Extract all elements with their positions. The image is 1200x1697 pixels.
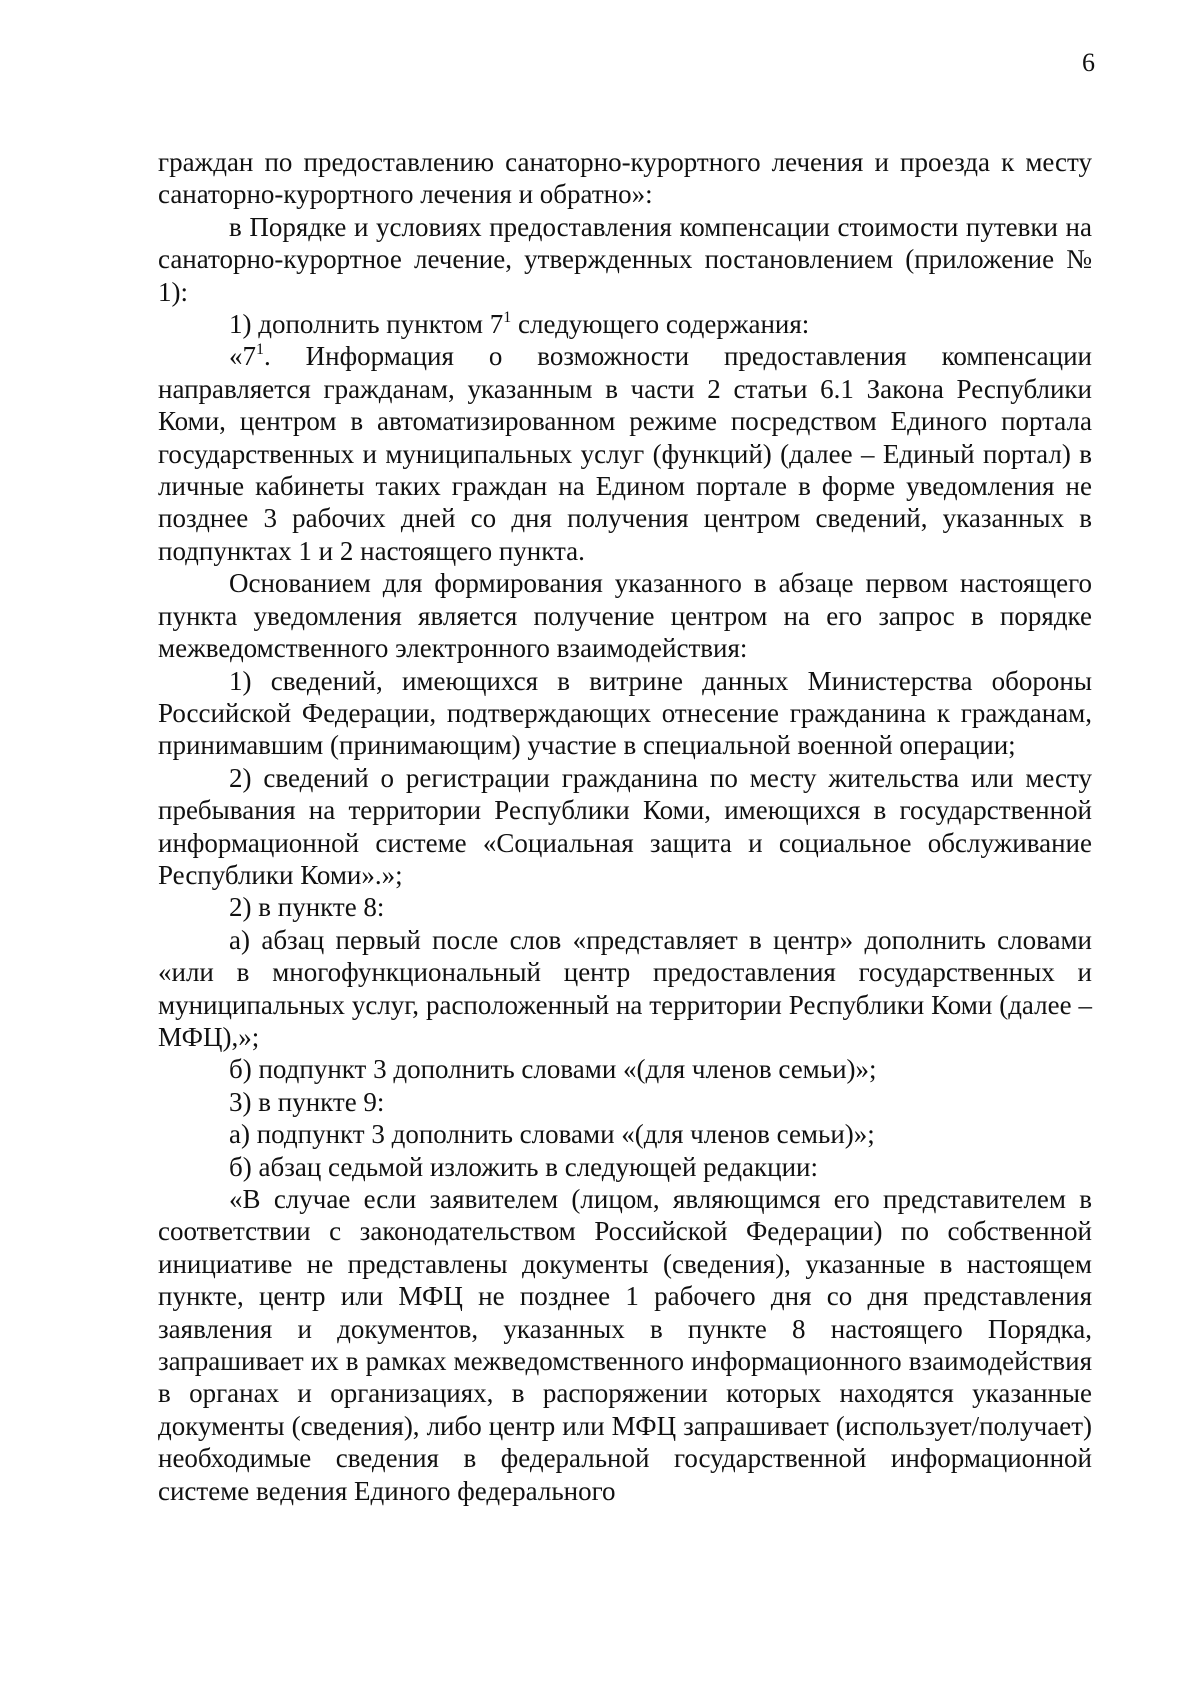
paragraph-1: граждан по предоставлению санаторно-курортного лечения и проезда к месту санаторно-курортного лечения и обратно»: bbox=[158, 147, 1092, 210]
paragraph-4 bbox=[158, 340, 1092, 567]
paragraph-3 bbox=[158, 308, 1092, 340]
paragraph-14: «В случае если заявителем (лицом, являющимся его представителем в соответствии с законодательством Российской Федерации) по собственной инициативе не представлены документы (сведения), указанные в настоящем пункте, центр или МФЦ не позднее 1 рабочего дня со дня представления заявления и документов, указанных в пункте 8 настоящего Порядка, запрашивает их в рамках межведомственного информационного взаимодействия в органах и организациях, в распоряжении которых находятся указанные документы (сведения), либо центр или МФЦ запрашивает (использует/получает) необходимые сведения в федеральной государственной информационной системе ведения Единого федерального bbox=[158, 1184, 1092, 1506]
paragraph-11: 3) в пункте 9: bbox=[229, 1086, 385, 1117]
paragraph-7: 2) сведений о регистрации гражданина по месту жительства или месту пребывания на территории Республики Коми, имеющихся в государственной информационной системе «Социальная защита и социальное обслуживание Республики Коми».»; bbox=[158, 762, 1092, 890]
paragraph-8: 2) в пункте 8: bbox=[229, 892, 385, 923]
paragraph-3-text-before: 1) дополнить пунктом 7 bbox=[229, 309, 504, 340]
paragraph-2: в Порядке и условиях предоставления компенсации стоимости путевки на санаторно-курортное лечение, утвержденных постановлением (приложение № 1): bbox=[158, 211, 1092, 307]
paragraph-6: 1) сведений, имеющихся в витрине данных Министерства обороны Российской Федерации, подтверждающих отнесение гражданина к гражданам, принимавшим (принимающим) участие в специальной военной операции; bbox=[158, 665, 1092, 761]
page-number: 6 bbox=[1082, 48, 1095, 77]
paragraph-10: б) подпункт 3 дополнить словами «(для членов семьи)»; bbox=[229, 1054, 877, 1085]
document-body bbox=[158, 146, 1092, 1507]
paragraph-3-superscript: 1 bbox=[503, 309, 512, 327]
paragraph-13: б) абзац седьмой изложить в следующей редакции: bbox=[229, 1151, 818, 1182]
paragraph-9: а) абзац первый после слов «представляет в центр» дополнить словами «или в многофункциональный центр предоставления государственных и муниципальных услуг, расположенный на территории Республики Коми (далее – МФЦ),»; bbox=[158, 924, 1092, 1052]
paragraph-3-text-after: следующего содержания: bbox=[511, 309, 810, 340]
paragraph-4-superscript: 1 bbox=[256, 341, 264, 359]
paragraph-4-text-before: «7 bbox=[229, 341, 256, 372]
paragraph-5: Основанием для формирования указанного в абзаце первом настоящего пункта уведомления является получение центром на его запрос в порядке межведомственного электронного взаимодействия: bbox=[158, 568, 1092, 664]
paragraph-12: а) подпункт 3 дополнить словами «(для членов семьи)»; bbox=[229, 1119, 875, 1150]
paragraph-4-text-after: . Информация о возможности предоставления компенсации направляется гражданам, указанным в части 2 статьи 6.1 Закона Республики Коми, центром в автоматизированном режиме посредством Единого портала государственных и муниципальных услуг (функций) (далее – Единый портал) в личные кабинеты таких граждан на Едином портале в форме уведомления не позднее 3 рабочих дней со дня получения центром сведений, указанных в подпунктах 1 и 2 настоящего пункта. bbox=[158, 341, 1092, 566]
